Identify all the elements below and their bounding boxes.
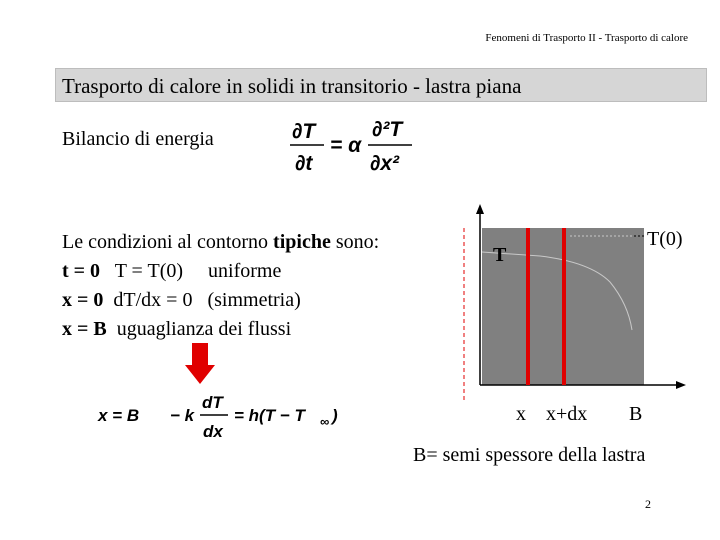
condition-initial-key: t = 0	[62, 260, 101, 282]
x-axis-arrow-icon	[676, 381, 686, 389]
condition-initial-value: T = T(0) uniforme	[100, 260, 282, 282]
intro-suffix: sono:	[330, 231, 380, 253]
flux-equation	[96, 386, 356, 444]
energy-balance-label: Bilancio di energia	[62, 128, 214, 150]
flux-eq-dT: dT	[202, 393, 223, 412]
x-tick-x: x	[516, 403, 526, 425]
condition-symmetry-key: x = 0	[62, 289, 104, 311]
page-number: 2	[645, 497, 651, 511]
condition-flux	[62, 315, 379, 344]
plot-t0-label: T(0)	[647, 228, 683, 250]
flux-eq-close: )	[332, 406, 338, 425]
eq-lhs-numerator: ∂T	[292, 120, 316, 143]
y-axis-arrow-icon	[476, 204, 484, 214]
eq-lhs-denominator: ∂t	[295, 152, 313, 175]
flux-eq-dx: dx	[203, 422, 223, 441]
down-arrow-icon	[185, 343, 215, 385]
x-tick-B: B	[629, 403, 643, 425]
condition-symmetry	[62, 286, 379, 315]
slide-title: Trasporto di calore in solidi in transitorio - lastra piana	[62, 74, 522, 98]
eq-rhs-denominator: ∂x²	[370, 152, 400, 175]
condition-symmetry-value: dT/dx = 0 (simmetria)	[103, 289, 301, 311]
eq-rhs-numerator: ∂²T	[372, 118, 403, 141]
plot-caption: B= semi spessore della lastra	[413, 444, 646, 466]
condition-initial	[62, 257, 379, 286]
conditions-intro	[62, 228, 379, 257]
flux-eq-lhs: x = B	[98, 406, 140, 425]
condition-flux-value: uguaglianza dei flussi	[106, 318, 292, 340]
boundary-conditions	[62, 228, 379, 344]
flux-eq-minus-k: − k	[170, 406, 195, 425]
condition-flux-key: x = B	[62, 318, 107, 340]
intro-prefix: Le condizioni al contorno	[62, 231, 274, 253]
slide-header: Fenomeni di Trasporto II - Trasporto di calore	[485, 32, 688, 44]
flux-eq-infinity: ∞	[320, 414, 330, 429]
eq-equals-alpha: = α	[330, 134, 362, 157]
flux-eq-rhs: = h(T − T	[234, 406, 305, 425]
plot-y-label: T	[493, 244, 507, 266]
heat-equation	[288, 112, 428, 178]
x-tick-x-plus-dx: x+dx	[546, 403, 588, 425]
intro-bold: tipiche	[273, 231, 331, 253]
